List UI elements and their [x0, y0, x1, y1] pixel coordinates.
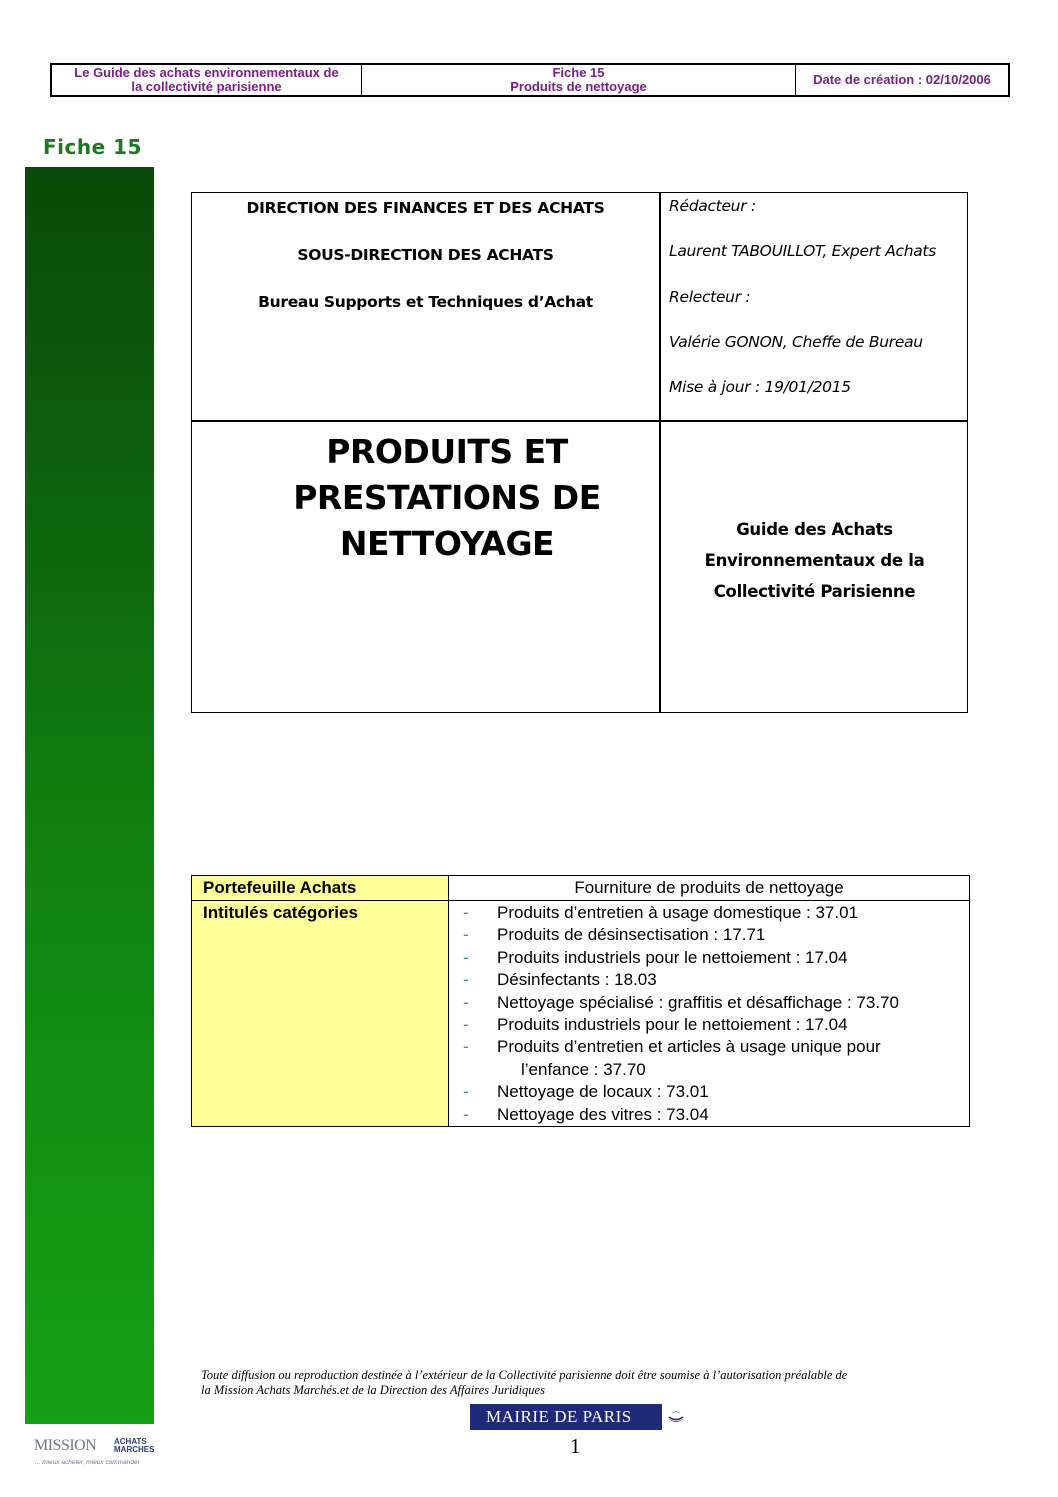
- update-date: Mise à jour : 19/01/2015: [669, 378, 851, 396]
- category-continuation: l’enfance : 37.70: [521, 1059, 646, 1079]
- portfolio-table: [191, 875, 970, 1127]
- dash-bullet: -: [463, 947, 469, 967]
- list-item: [463, 1104, 969, 1126]
- list-item: [463, 1081, 969, 1103]
- fiche-label: Fiche 15: [43, 135, 142, 159]
- dash-bullet: -: [463, 1015, 469, 1035]
- category-text: Produits industriels pour le nettoiement : 17.04: [497, 1015, 848, 1035]
- dash-bullet: -: [463, 1104, 469, 1124]
- disclaimer: [201, 1368, 961, 1398]
- guide-title-line: Environnementaux de la: [704, 551, 925, 570]
- guide-title-line: Collectivité Parisienne: [713, 582, 916, 601]
- info-table: [191, 192, 968, 713]
- redacteur-label: Rédacteur :: [669, 197, 756, 215]
- relecteur-label: Relecteur :: [669, 288, 751, 306]
- relecteur-name: Valérie GONON, Cheffe de Bureau: [669, 333, 923, 351]
- mission-achats-marches-logo: [25, 1427, 175, 1472]
- list-item: [463, 1036, 969, 1081]
- header-guide-line2: la collectivité parisienne: [131, 79, 282, 94]
- category-text: Produits industriels pour le nettoiement : 17.04: [497, 947, 848, 967]
- categories-list: [449, 901, 969, 1126]
- category-text: Nettoyage des vitres : 73.04: [497, 1104, 709, 1124]
- dash-bullet: -: [463, 903, 469, 922]
- category-text: Produits d’entretien et articles à usage unique pour: [497, 1037, 881, 1057]
- category-text: Nettoyage spécialisé : graffitis et désaffichage : 73.70: [497, 992, 899, 1012]
- document-title: [192, 429, 702, 567]
- disclaimer-line2: la Mission Achats Marchés.et de la Direction des Affaires Juridiques: [201, 1383, 545, 1397]
- header-fiche: [362, 65, 796, 95]
- title-line: PRESTATIONS DE: [293, 478, 601, 517]
- categories-label: Intitulés catégories: [192, 901, 449, 1127]
- bureau-name: Bureau Supports et Techniques d’Achat: [258, 293, 593, 311]
- dash-bullet: -: [463, 1037, 469, 1057]
- header-creation-date: Date de création : 02/10/2006: [813, 72, 991, 87]
- header-fiche-subject: Produits de nettoyage: [510, 79, 647, 94]
- page-number: 1: [570, 1434, 581, 1458]
- dash-bullet: -: [463, 992, 469, 1012]
- mission-logo-achats-word: ACHATS: [114, 1437, 147, 1446]
- title-line: NETTOYAGE: [339, 524, 555, 563]
- guide-title-line: Guide des Achats: [736, 520, 893, 539]
- category-text: Nettoyage de locaux : 73.01: [497, 1082, 709, 1102]
- category-text: Désinfectants : 18.03: [497, 970, 657, 990]
- redacteur-name: Laurent TABOUILLOT, Expert Achats: [669, 242, 936, 260]
- green-side-bar: [25, 167, 154, 1424]
- table-row: [192, 876, 970, 901]
- header-fiche-number: Fiche 15: [552, 65, 605, 80]
- paris-ship-icon: [662, 1404, 690, 1430]
- dash-bullet: -: [463, 1082, 469, 1102]
- list-item: [463, 1014, 969, 1036]
- mairie-de-paris-logo: [470, 1404, 690, 1430]
- list-item: [463, 969, 969, 991]
- list-item: [463, 947, 969, 969]
- info-table-divider-horizontal: [192, 420, 967, 422]
- mairie-logo-text: MAIRIE DE PARIS: [486, 1407, 632, 1426]
- disclaimer-line1: Toute diffusion ou reproduction destinée à l’extérieur de la Collectivité parisienne doit être soumise à l’autorisation préalable de: [201, 1368, 848, 1382]
- mission-logo-tagline: ... mieux acheter, mieux commander: [35, 1459, 140, 1466]
- list-item: [463, 992, 969, 1014]
- direction-name: DIRECTION DES FINANCES ET DES ACHATS: [246, 199, 605, 217]
- category-text: Produits de désinsectisation : 17.71: [497, 925, 766, 945]
- header-guide-title: [52, 65, 362, 95]
- table-row: [192, 901, 970, 1127]
- categories-cell: [449, 901, 970, 1127]
- dash-bullet: -: [463, 925, 469, 945]
- portfolio-value: Fourniture de produits de nettoyage: [449, 876, 970, 901]
- mission-logo-marches-word: MARCHES: [114, 1445, 155, 1454]
- mission-logo-word: MISSION: [34, 1437, 97, 1454]
- category-text: Produits d’entretien à usage domestique : 37.01: [497, 903, 859, 922]
- portfolio-label: Portefeuille Achats: [192, 876, 449, 901]
- dash-bullet: -: [463, 970, 469, 990]
- mission-logo-achats: [114, 1438, 154, 1454]
- list-item: [463, 924, 969, 946]
- document-header: [50, 63, 1010, 97]
- header-guide-line1: Le Guide des achats environnementaux de: [74, 65, 339, 80]
- guide-title: [660, 514, 969, 607]
- list-item: [463, 902, 969, 924]
- sub-direction-name: SOUS-DIRECTION DES ACHATS: [297, 246, 554, 264]
- title-line: PRODUITS ET: [326, 432, 568, 471]
